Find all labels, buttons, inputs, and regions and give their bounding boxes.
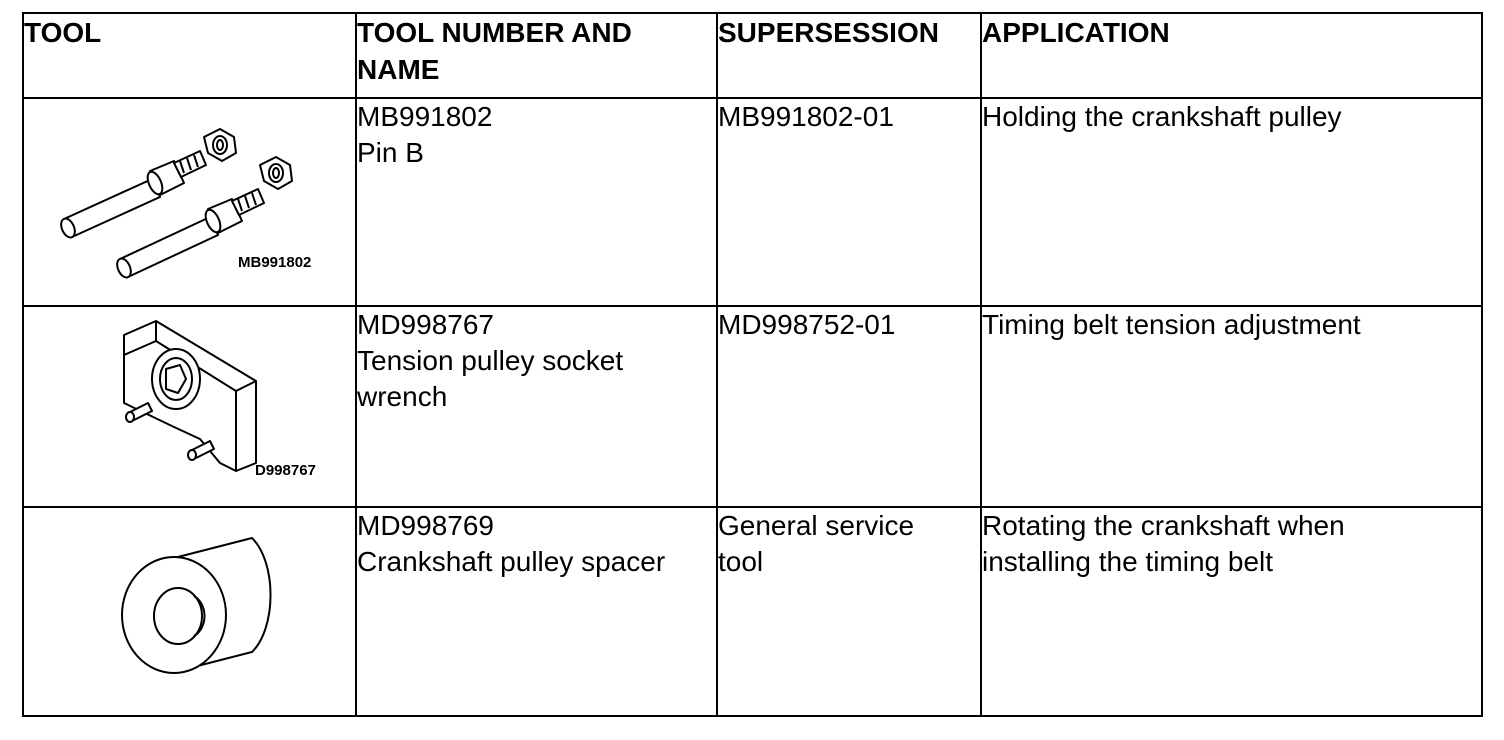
tool-number-and-name-cell xyxy=(356,306,717,507)
supersession-line: MB991802-01 xyxy=(718,101,894,132)
tool-number: MB991802 xyxy=(357,101,493,132)
pulley-spacer-illustration xyxy=(24,508,354,715)
application-line: installing the timing belt xyxy=(982,546,1274,577)
tool-illustration-cell xyxy=(23,98,356,306)
tool-name-line: wrench xyxy=(357,381,448,412)
application-line: Timing belt tension adjustment xyxy=(982,309,1361,340)
table-row xyxy=(23,306,1482,507)
supersession-line: General service xyxy=(718,510,915,541)
tool-illustration-cell xyxy=(23,306,356,507)
header-tool: TOOL xyxy=(23,13,356,98)
tool-name-line: Pin B xyxy=(357,137,424,168)
header-number-line2: NAME xyxy=(357,54,440,85)
tool-name-line: Tension pulley socket xyxy=(357,345,624,376)
tool-number: MD998767 xyxy=(357,309,494,340)
tool-illustration-cell xyxy=(23,507,356,716)
tool-image-label: D998767 xyxy=(255,462,316,479)
supersession-cell xyxy=(717,98,981,306)
application-cell xyxy=(981,507,1482,716)
header-number-line1: TOOL NUMBER AND xyxy=(357,17,632,48)
tool-number: MD998769 xyxy=(357,510,494,541)
tool-number-and-name-cell xyxy=(356,98,717,306)
header-application: APPLICATION xyxy=(981,13,1482,98)
table-row xyxy=(23,507,1482,716)
application-cell xyxy=(981,306,1482,507)
supersession-cell xyxy=(717,507,981,716)
tool-name-line: Crankshaft pulley spacer xyxy=(357,546,666,577)
special-tools-table xyxy=(22,12,1483,717)
application-line: Rotating the crankshaft when xyxy=(982,510,1345,541)
tool-number-and-name-cell xyxy=(356,507,717,716)
supersession-line: tool xyxy=(718,546,764,577)
table-row xyxy=(23,98,1482,306)
tool-image-label: MB991802 xyxy=(238,254,312,271)
supersession-line: MD998752-01 xyxy=(718,309,896,340)
pin-b-illustration xyxy=(24,99,354,305)
application-cell xyxy=(981,98,1482,306)
supersession-cell xyxy=(717,306,981,507)
header-supersession: SUPERSESSION xyxy=(717,13,981,98)
table-header-row xyxy=(23,13,1482,98)
header-tool-number-and-name xyxy=(356,13,717,98)
application-line: Holding the crankshaft pulley xyxy=(982,101,1342,132)
